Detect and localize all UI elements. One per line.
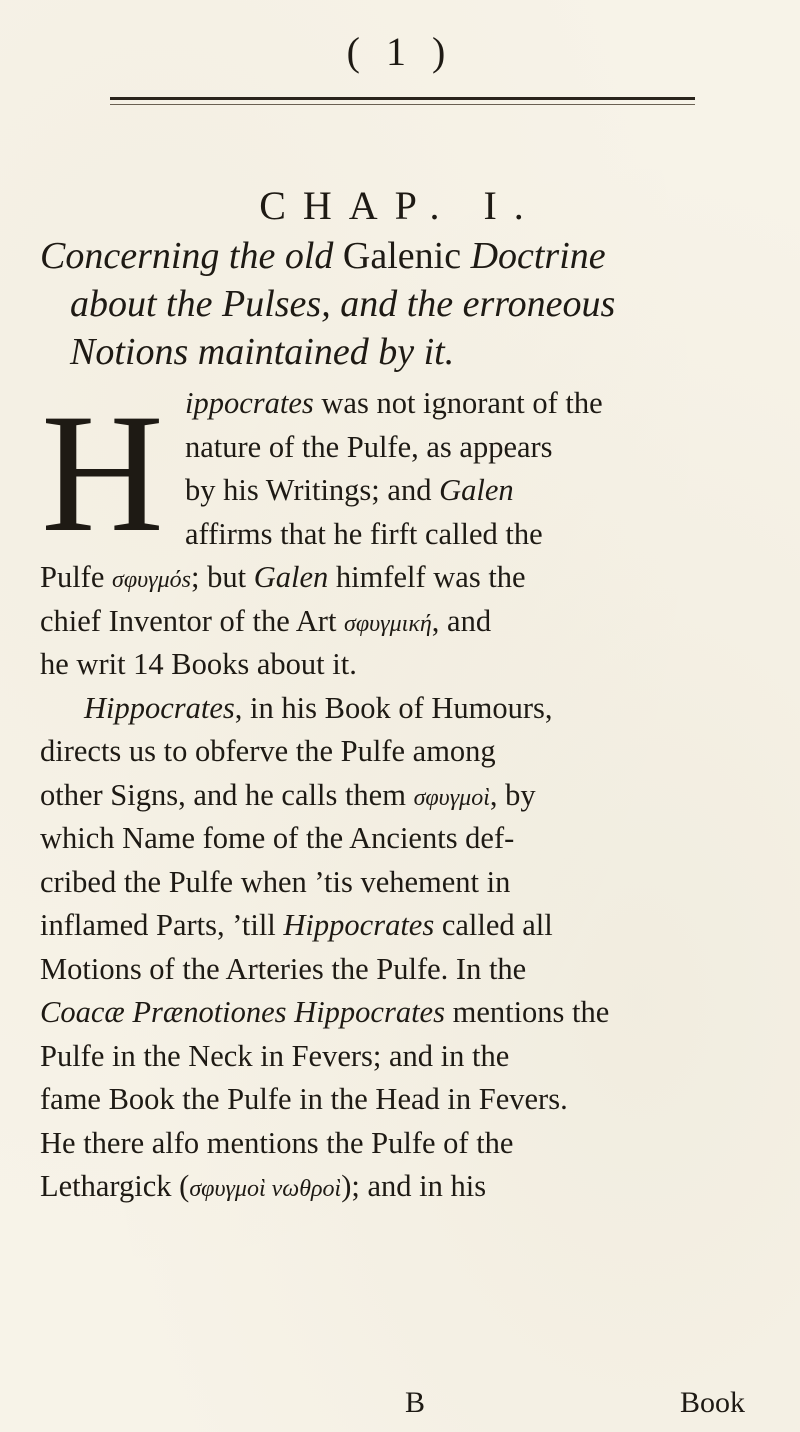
catchword: Book	[680, 1386, 746, 1419]
title-text: Notions maintained by it.	[70, 331, 455, 373]
title-text: about the	[70, 283, 213, 325]
text-line	[40, 1165, 760, 1209]
chapter-title	[40, 232, 780, 376]
text-run: Pulfe in the Neck in Fevers; and in the	[40, 1038, 510, 1073]
title-text: Galenic	[342, 235, 462, 277]
text-line	[40, 600, 760, 644]
text-run: Motions of the Arteries the Pulfe. In the	[40, 951, 527, 986]
text-line	[40, 904, 760, 948]
title-text: and the erroneous	[340, 283, 616, 325]
text-line	[40, 513, 760, 557]
text-run: other Signs, and he calls them	[40, 777, 414, 812]
text-run: which Name fome of the Ancients def-	[40, 821, 515, 855]
text-line	[40, 556, 760, 600]
text-run: ); and in his	[341, 1169, 487, 1203]
text-run: was not ignorant of the	[313, 386, 603, 420]
text-run: cribed the Pulfe when ’tis vehement in	[40, 864, 511, 899]
text-line	[40, 643, 760, 687]
text-run: called all	[434, 908, 553, 942]
text-line	[40, 948, 760, 992]
greek-text: σφυγμοὶ	[413, 784, 490, 811]
text-line	[40, 861, 760, 905]
text-run: , in his Book of Humours,	[234, 690, 553, 725]
title-line-1	[40, 232, 780, 280]
text-run: fame Book the Pulfe in the Head in Fevers.	[40, 1082, 568, 1116]
text-line	[40, 382, 760, 426]
text-italic: Galen	[439, 473, 514, 507]
text-run: directs us to obferve the Pulfe among	[40, 734, 496, 768]
header-rule-thin	[110, 104, 695, 105]
text-run: , and	[431, 603, 492, 638]
greek-text: σφυγμοὶ νωθροὶ	[189, 1176, 342, 1202]
chapter-heading: CHAP. I.	[259, 183, 541, 228]
text-run: Lethargick (	[40, 1169, 190, 1203]
title-text: Doctrine	[470, 235, 606, 277]
text-run: nature of the Pulfe, as appears	[185, 429, 553, 464]
page-number: ( 1 )	[346, 29, 454, 74]
text-run: he writ 14 Books about it.	[40, 647, 357, 681]
greek-text: σφυγμική	[344, 610, 432, 637]
text-line	[40, 991, 760, 1035]
drop-capital: H	[41, 379, 164, 567]
title-line-3	[40, 328, 780, 376]
text-line	[40, 469, 760, 513]
text-line	[40, 730, 760, 774]
header-rule	[110, 97, 695, 100]
signature-mark: B	[405, 1386, 426, 1419]
text-italic: Hippocrates	[283, 908, 435, 942]
text-run: by his Writings; and	[185, 473, 440, 507]
text-run: , by	[489, 777, 536, 812]
text-run: mentions the	[444, 995, 610, 1029]
text-italic: Galen	[253, 560, 329, 594]
text-run: ; but	[191, 560, 254, 594]
text-run: affirms that he firft called the	[185, 516, 543, 551]
body-text	[40, 379, 760, 1209]
text-run: himfelf was the	[328, 560, 526, 594]
text-italic: Hippocrates	[84, 690, 235, 725]
title-line-2	[40, 280, 780, 328]
text-line	[40, 1078, 760, 1122]
text-run: Pulfe	[40, 560, 113, 594]
text-line	[40, 774, 760, 818]
text-line	[40, 817, 760, 861]
text-run: He there alfo mentions the Pulfe of the	[40, 1125, 514, 1160]
text-line	[40, 426, 760, 470]
text-line	[40, 1122, 760, 1166]
greek-text: σφυγμόs	[112, 567, 191, 593]
text-italic: ippocrates	[185, 386, 314, 420]
text-run: inflamed Parts, ’till	[40, 908, 284, 942]
text-run: chief Inventor of the Art	[40, 603, 345, 638]
text-line	[40, 687, 760, 731]
text-line	[40, 1035, 760, 1079]
text-italic: Coacæ Prænotiones Hippocrates	[40, 995, 445, 1029]
title-text: Pulses,	[221, 283, 331, 325]
title-text: Concerning the old	[40, 235, 334, 277]
